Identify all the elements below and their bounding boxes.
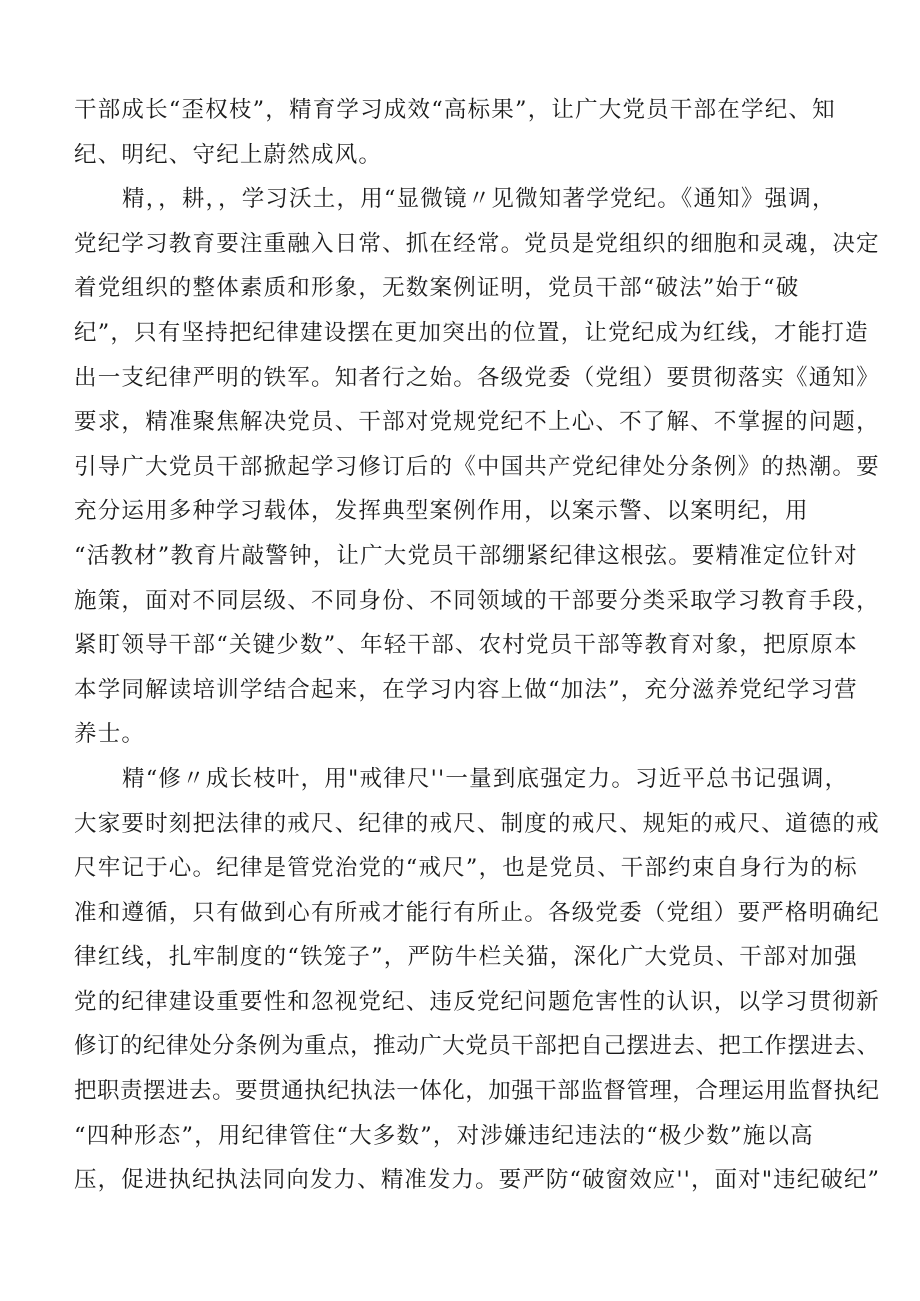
text-line: 出一支纪律严明的铁军。知者行之始。各级党委（党组）要贯彻落实《通知》	[74, 364, 880, 391]
text-line: 把职责摆进去。要贯通执纪执法一体化，加强干部监督管理，合理运用监督执纪	[74, 1078, 880, 1105]
text-line: 精，，耕，，学习沃土，用“显微镜〃见微知著学党纪。《通知》强调，	[122, 186, 836, 213]
text-line: 纪、明纪、守纪上蔚然成风。	[74, 141, 383, 168]
text-line: 纪”，只有坚持把纪律建设摆在更加突出的位置，让党纪成为红线，才能打造	[74, 319, 869, 346]
text-line: 引导广大党员干部掀起学习修订后的《中国共产党纪律处分条例》的热潮。要	[74, 453, 880, 480]
text-line: 紧盯领导干部“关键少数”、年轻干部、农村党员干部等教育对象，把原原本	[74, 632, 858, 659]
text-line: “活教材”教育片敲警钟，让广大党员干部绷紧纪律这根弦。要精准定位针对	[74, 542, 858, 569]
text-line: 党纪学习教育要注重融入日常、抓在经常。党员是党组织的细胞和灵魂，决定	[74, 230, 880, 257]
text-line: 施策，面对不同层级、不同身份、不同领域的干部要分类采取学习教育手段，	[74, 587, 880, 614]
text-line: 尺牢记于心。纪律是管党治党的“戒尺”，也是党员、干部约束自身行为的标	[74, 855, 858, 882]
text-line: 修订的纪律处分条例为重点，推动广大党员干部把自己摆进去、把工作摆进去、	[74, 1033, 880, 1060]
text-line: 养士。	[74, 721, 146, 748]
text-line: 精“修〃成长枝叶，用"戒律尺''一量到底强定力。习近平总书记强调，	[122, 765, 849, 792]
text-line: 压，促进执纪执法同向发力、精准发力。要严防“破窗效应''，面对"违纪破纪”	[74, 1167, 881, 1194]
body-text	[74, 88, 881, 1203]
text-line: 着党组织的整体素质和形象，无数案例证明，党员干部“破法”始于“破	[74, 275, 800, 302]
text-line: “四种形态”，用纪律管住“大多数”，对涉嫌违纪违法的“极少数”施以高	[74, 1122, 814, 1149]
text-line: 要求，精准聚焦解决党员、干部对党规党纪不上心、不了解、不掌握的问题，	[74, 409, 880, 436]
text-line: 本学同解读培训学结合起来，在学习内容上做“加法”，充分滋养党纪学习营	[74, 676, 858, 703]
text-line: 律红线，扎牢制度的“铁笼子”，严防牛栏关猫，深化广大党员、干部对加强	[74, 944, 858, 971]
text-line: 大家要时刻把法律的戒尺、纪律的戒尺、制度的戒尺、规矩的戒尺、道德的戒	[74, 810, 880, 837]
text-line: 党的纪律建设重要性和忽视党纪、违反党纪问题危害性的认识，以学习贯彻新	[74, 988, 880, 1015]
text-line: 准和遵循，只有做到心有所戒才能行有所止。各级党委（党组）要严格明确纪	[74, 899, 880, 926]
text-line: 充分运用多种学习载体，发挥典型案例作用，以案示警、以案明纪，用	[74, 498, 809, 525]
text-line: 干部成长“歪权枝”，精育学习成效“高标果”，让广大党员干部在学纪、知	[74, 97, 836, 123]
